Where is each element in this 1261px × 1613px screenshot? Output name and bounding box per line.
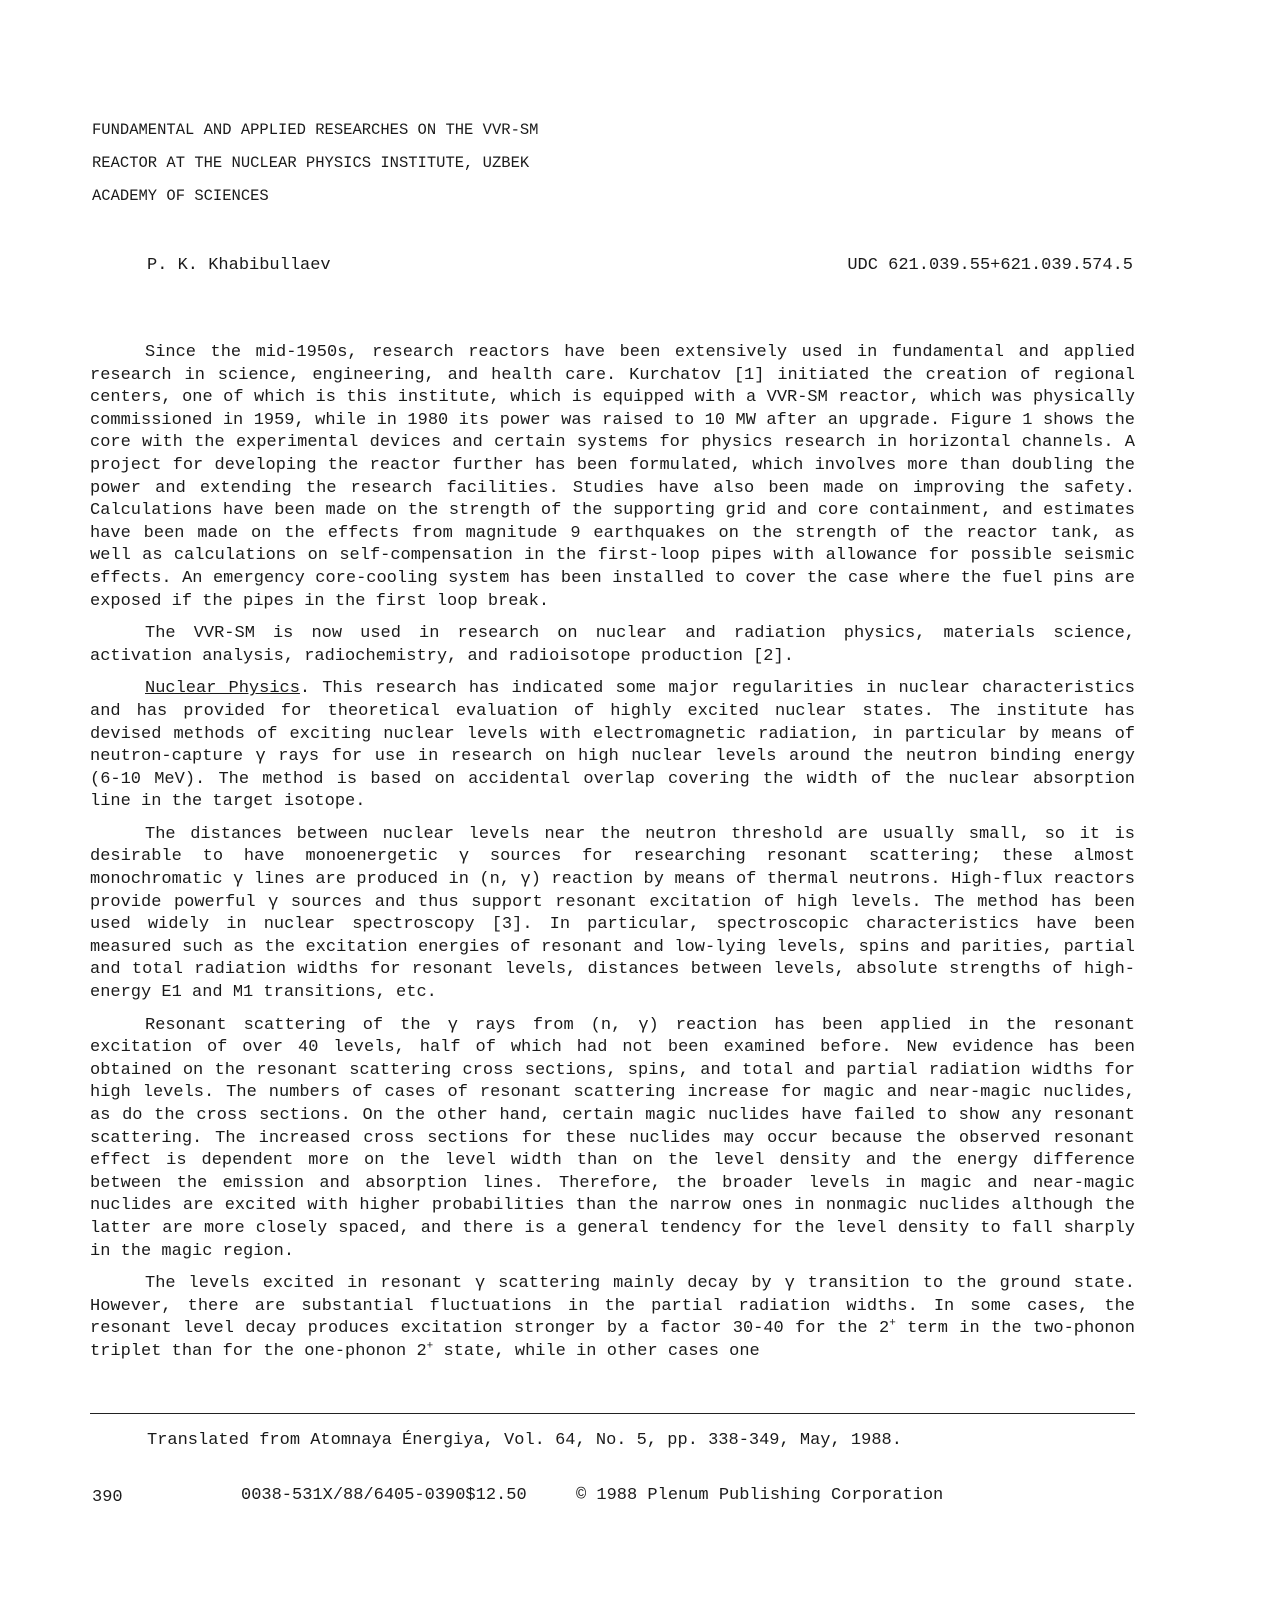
title-line-3: ACADEMY OF SCIENCES (92, 187, 269, 205)
paragraph-3-text: . This research has indicated some major regularities in nuclear characteristics and has provided for theoretical evaluation of highly excited nuclear states. The institute has devised methods of exciting nuclear levels with electromagnetic radiation, in particular by means of neutron-capture γ rays for use in research on high nuclear levels around the neutron binding energy (6-10 MeV). The method is based on accidental overlap covering the width of the nuclear absorption line in the target isotope. (90, 679, 1135, 812)
udc-code: UDC 621.039.55+621.039.574.5 (847, 256, 1133, 275)
copyright-notice: © 1988 Plenum Publishing Corporation (576, 1486, 944, 1505)
title-line-1: FUNDAMENTAL AND APPLIED RESEARCHES ON THE VVR-SM (92, 121, 539, 139)
author-name: P. K. Khabibullaev (147, 256, 331, 275)
title-line-2: REACTOR AT THE NUCLEAR PHYSICS INSTITUTE, UZBEK (92, 154, 530, 172)
publication-code: 0038-531X/88/6405-0390$12.50 (241, 1486, 527, 1505)
paragraph-3 (90, 678, 1135, 814)
paragraph-4: The distances between nuclear levels near the neutron threshold are usually small, so it is desirable to have monoenergetic γ sources for researching resonant scattering; these almost monochromatic γ lines are produced in (n, γ) reaction by means of thermal neutrons. High-flux reactors provide powerful γ sources and thus support resonant excitation of high levels. The method has been used widely in nuclear spectroscopy [3]. In particular, spectroscopic characteristics have been measured such as the excitation energies of resonant and low-lying levels, spins and parities, partial and total radiation widths for resonant levels, distances between levels, absolute strengths of high-energy E1 and M1 transitions, etc. (90, 824, 1135, 1003)
section-heading-nuclear-physics: Nuclear Physics (145, 679, 300, 699)
article-body (90, 342, 1135, 1364)
footnote-divider (90, 1413, 1135, 1414)
superscript-plus-1: + (889, 1317, 896, 1330)
superscript-plus-2: + (426, 1340, 434, 1353)
paragraph-6-part-b: term in the two-phonon triplet than for the one-phonon 2 (90, 1319, 1136, 1361)
paragraph-2: The VVR-SM is now used in research on nuclear and radiation physics, materials science, activation analysis, radiochemistry, and radioisotope production [2]. (90, 624, 1135, 666)
paragraph-6 (90, 1273, 1135, 1363)
paragraph-6-part-c: state, while in other cases one (433, 1341, 760, 1361)
translation-note: Translated from Atomnaya Énergiya, Vol. 64, No. 5, pp. 338-349, May, 1988. (147, 1431, 902, 1450)
paragraph-6-part-a: The levels excited in resonant γ scattering mainly decay by γ transition to the ground state. However, there are substantial fluctuations in the partial radiation widths. In some cases, the resonant level decay produces excitation stronger by a factor 30-40 for the 2 (90, 1274, 1135, 1339)
paragraph-5: Resonant scattering of the γ rays from (n, γ) reaction has been applied in the resonant excitation of over 40 levels, half of which had not been examined before. New evidence has been obtained on the resonant scattering cross sections, spins, and total and partial radiation widths for high levels. The numbers of cases of resonant scattering increase for magic and near-magic nuclides, as do the cross sections. On the other hand, certain magic nuclides have failed to show any resonant scattering. The increased cross sections for these nuclides may occur because the observed resonant effect is dependent more on the level width than on the level density and the energy difference between the emission and absorption lines. Therefore, the broader levels in magic and near-magic nuclides are excited with higher probabilities than the narrow ones in nonmagic nuclides although the latter are more closely spaced, and there is a general tendency for the level density to fall sharply in the magic region. (90, 1015, 1135, 1261)
paragraph-1: Since the mid-1950s, research reactors have been extensively used in fundamental and applied research in science, engineering, and health care. Kurchatov [1] initiated the creation of regional centers, one of which is this institute, which is equipped with a VVR-SM reactor, which was physically commissioned in 1959, while in 1980 its power was raised to 10 MW after an upgrade. Figure 1 shows the core with the experimental devices and certain systems for physics research in horizontal channels. A project for developing the reactor further has been formulated, which involves more than doubling the power and extending the research facilities. Studies have also been made on improving the safety. Calculations have been made on the strength of the supporting grid and core containment, and estimates have been made on the effects from magnitude 9 earthquakes on the strength of the reactor tank, as well as calculations on self-compensation in the first-loop pipes with allowance for possible seismic effects. An emergency core-cooling system has been installed to cover the case where the fuel pins are exposed if the pipes in the first loop break. (90, 343, 1135, 611)
page-number: 390 (92, 1488, 123, 1507)
